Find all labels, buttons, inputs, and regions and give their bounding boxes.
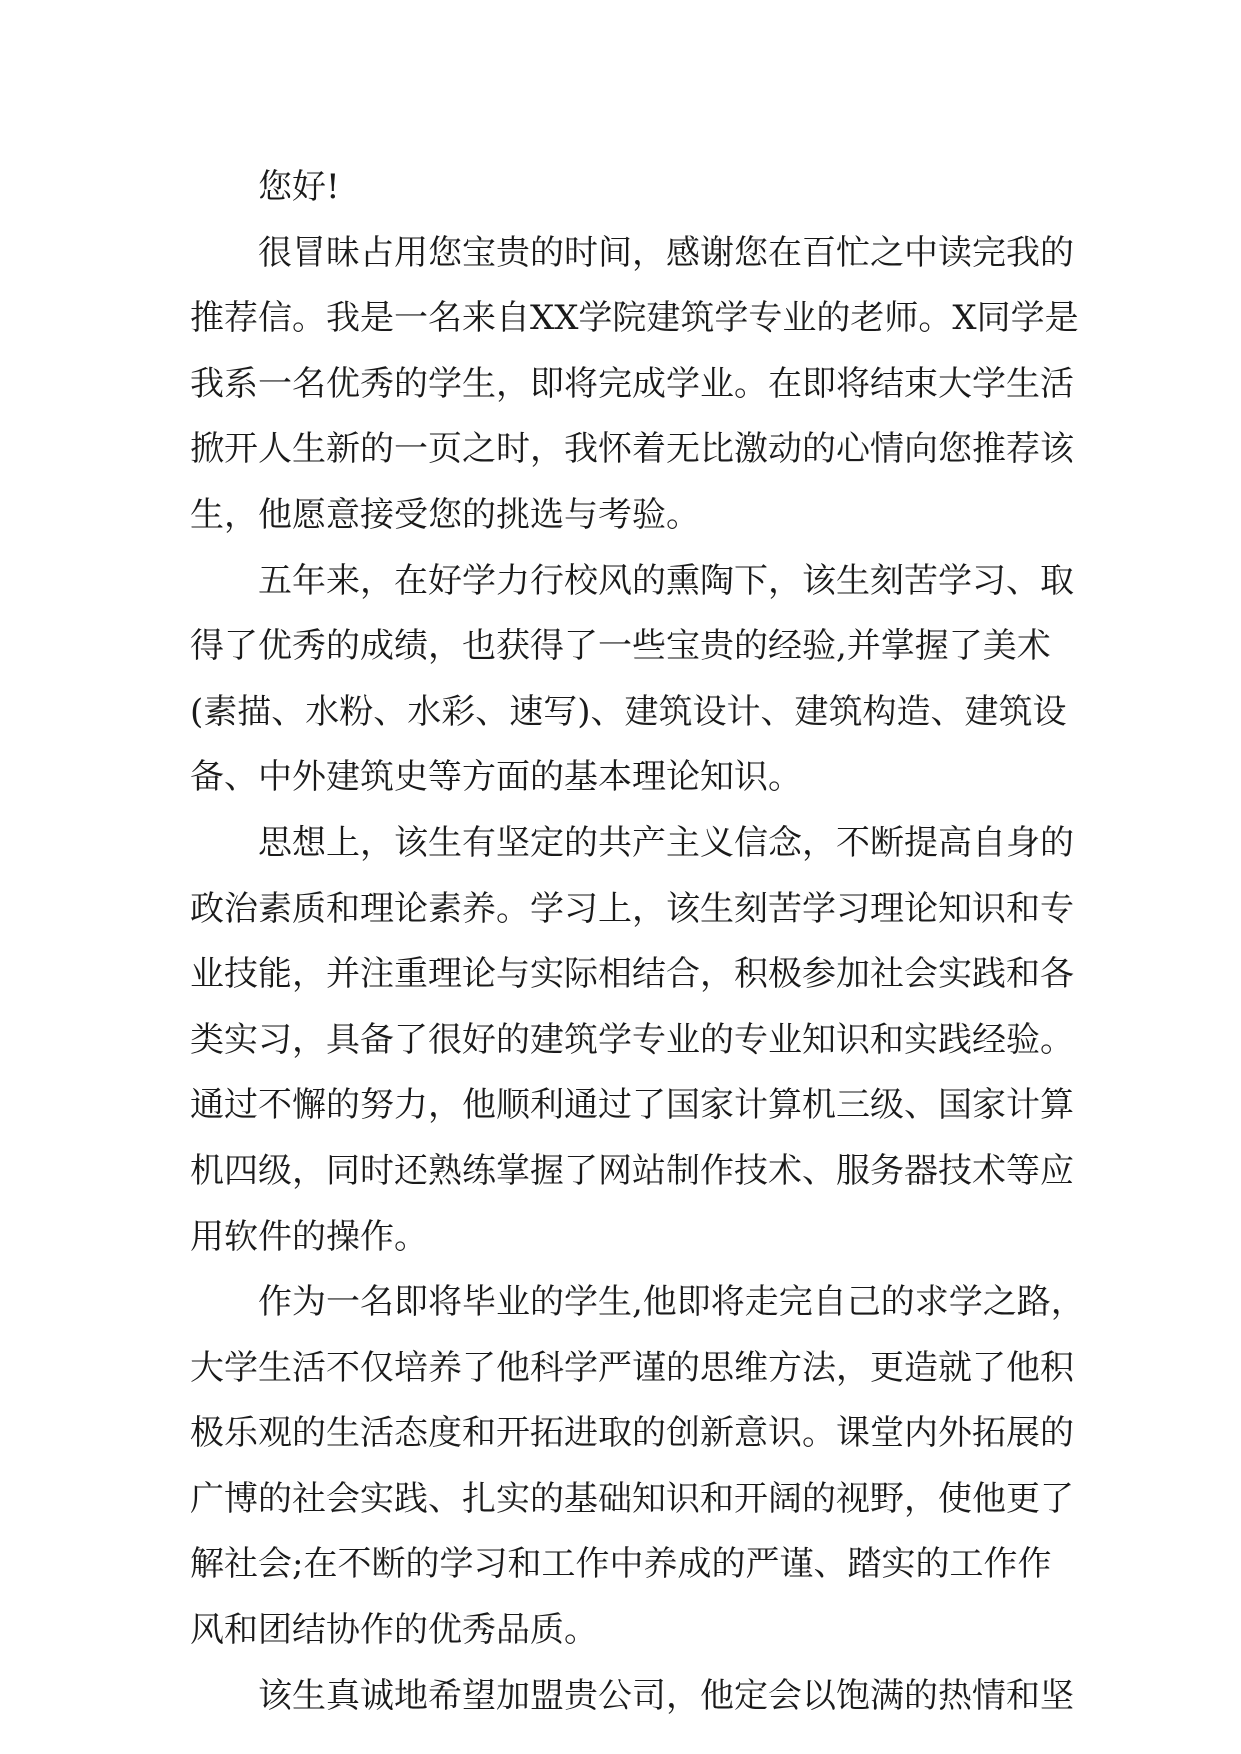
text-line: 通过不懈的努力，他顺利通过了国家计算机三级、国家计算 [190,1085,1074,1126]
text-line: 机四级，同时还熟练掌握了网站制作技术、服务器技术等应 [190,1150,1074,1191]
text-line: 作为一名即将毕业的学生,他即将走完自己的求学之路， [258,1282,1085,1323]
text-line: 大学生活不仅培养了他科学严谨的思维方法，更造就了他积 [190,1347,1074,1388]
text-line: 解社会;在不断的学习和工作中养成的严谨、踏实的工作作 [190,1544,1052,1585]
text-line: 备、中外建筑史等方面的基本理论知识。 [190,757,802,798]
text-line: (素描、水粉、水彩、速写)、建筑设计、建筑构造、建筑设 [190,691,1067,732]
text-line: 类实习，具备了很好的建筑学专业的专业知识和实践经验。 [190,1019,1074,1060]
text-line: 我系一名优秀的学生，即将完成学业。在即将结束大学生活 [190,363,1074,404]
text-line: 广博的社会实践、扎实的基础知识和开阔的视野，使他更了 [190,1478,1074,1519]
text-line: 五年来，在好学力行校风的熏陶下，该生刻苦学习、取 [258,560,1074,601]
text-line: 掀开人生新的一页之时，我怀着无比激动的心情向您推荐该 [190,429,1074,470]
text-line: 极乐观的生活态度和开拓进取的创新意识。课堂内外拓展的 [190,1413,1074,1454]
text-line: 风和团结协作的优秀品质。 [190,1610,598,1651]
letter-body [190,155,1085,1729]
text-line: 该生真诚地希望加盟贵公司，他定会以饱满的热情和坚 [258,1675,1074,1716]
text-line: 政治素质和理论素养。学习上，该生刻苦学习理论知识和专 [190,888,1074,929]
text-line: 思想上，该生有坚定的共产主义信念，不断提高自身的 [258,822,1074,863]
text-line: 您好! [258,167,340,207]
text-line: 得了优秀的成绩，也获得了一些宝贵的经验,并掌握了美术 [190,626,1051,667]
text-line: 生，他愿意接受您的挑选与考验。 [190,494,700,535]
text-line: 用软件的操作。 [190,1216,428,1257]
text-line: 推荐信。我是一名来自XX学院建筑学专业的老师。X同学是 [190,298,1079,339]
text-line: 业技能，并注重理论与实际相结合，积极参加社会实践和各 [190,954,1074,995]
text-line: 很冒昧占用您宝贵的时间，感谢您在百忙之中读完我的 [258,232,1074,273]
